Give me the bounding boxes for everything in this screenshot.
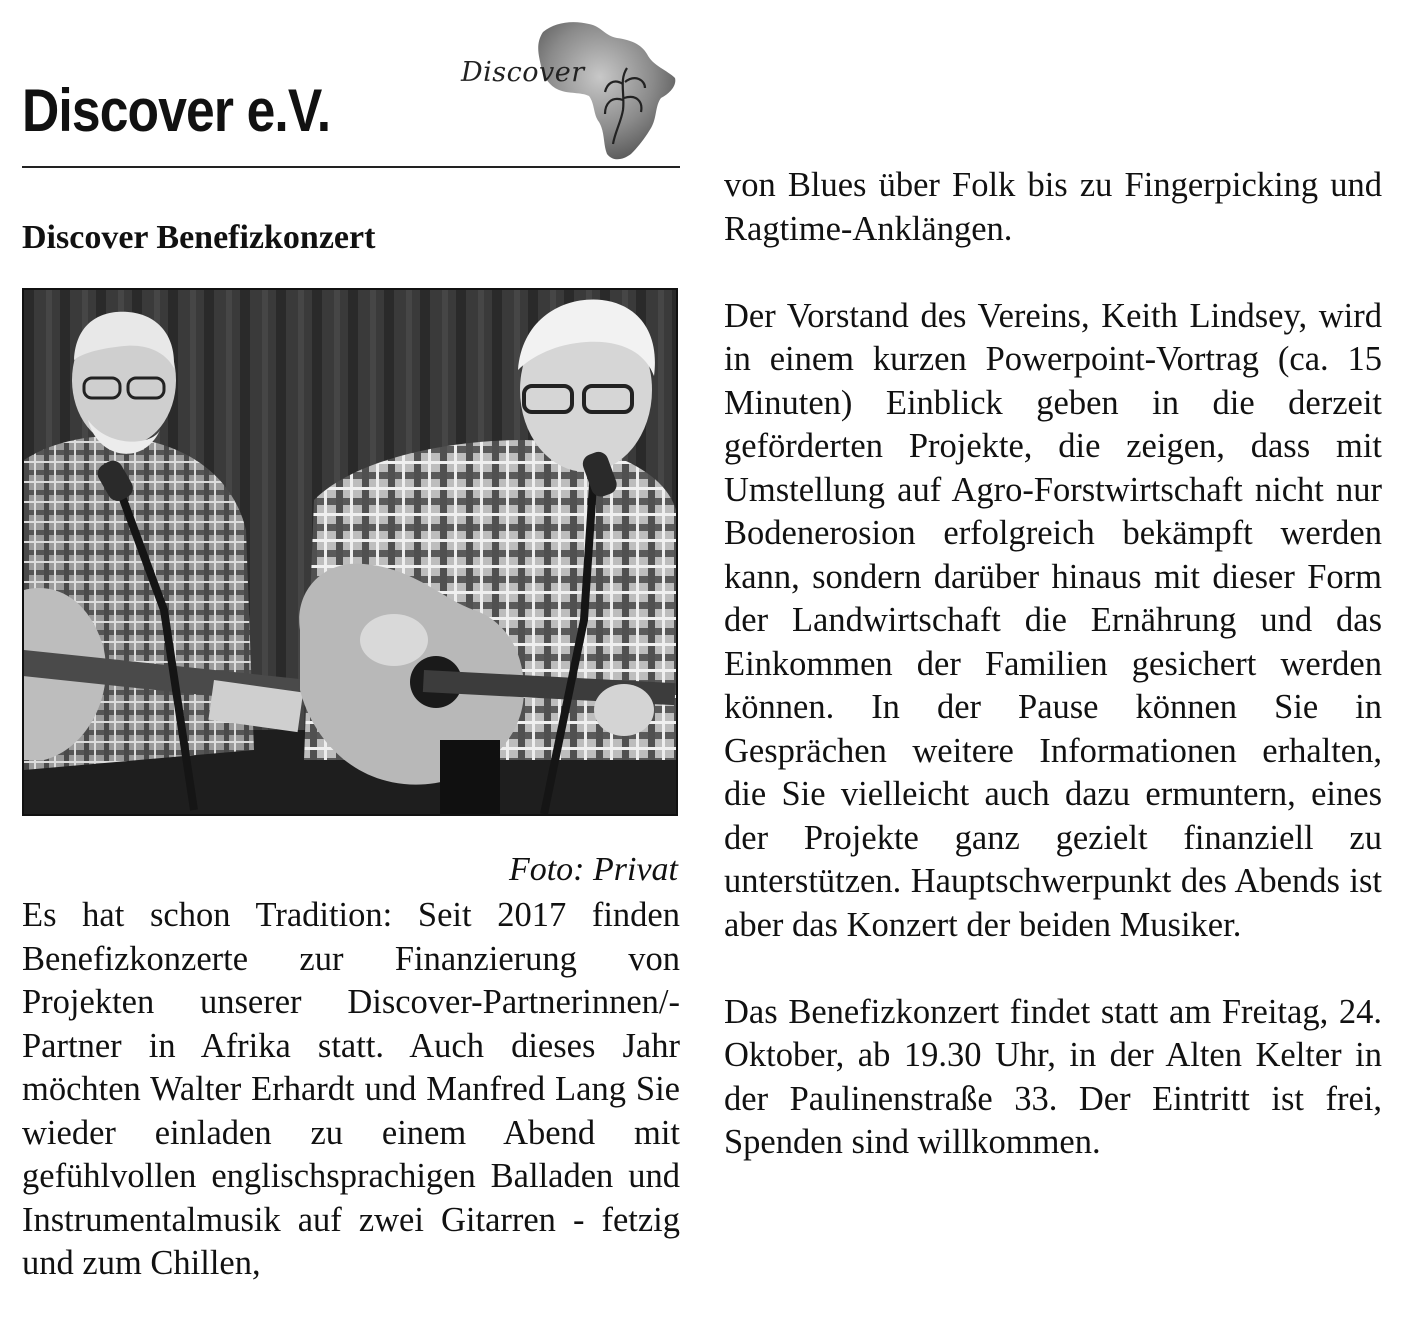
concert-photo xyxy=(22,288,678,816)
africa-map-with-leaf-icon xyxy=(455,14,681,164)
paragraph-1-part-1: Es hat schon Tradition: Seit 2017 finden Benefizkonzerte zur Finanzierung von Projekten unserer Discover-Partnerinnen/-Partner in Afrika statt. Auch dieses Jahr möchten Walter Erhardt und Manfred Lang Sie wieder einladen zu einem Abend mit gefühlvollen englischsprachigen Balladen und Instrumentalmusik auf zwei Gitarren - fetzig und zum Chillen, xyxy=(22,896,680,1282)
paragraph-3: Das Benefizkonzert findet statt am Freitag, 24. Oktober, ab 19.30 Uhr, in der Alten Kelter in der Paulinenstraße 33. Der Eintritt ist frei, Spenden sind willkommen. xyxy=(724,992,1382,1161)
concert-photo-two-guitarists xyxy=(24,290,676,814)
left-column xyxy=(22,894,680,1286)
org-title: Discover e.V. xyxy=(22,77,331,144)
paragraph-1-part-2: von Blues über Folk bis zu Fingerpicking und Ragtime-Anklängen. xyxy=(724,166,1382,248)
logo-text: Discover xyxy=(461,57,585,88)
paragraph-2: Der Vorstand des Vereins, Keith Lindsey, wird in einem kurzen Powerpoint-Vortrag (ca. 15 Minuten) Einblick geben in die derzeit geförderten Projekte, die zeigen, dass mit Umstellung auf Agro-Forstwirtschaft nicht nur Bodenerosion erfolgreich bekämpft werden kann, sondern darüber hinaus mit dieser Form der Landwirtschaft die Ernährung und das Einkommen der Familien gesichert werden können. In der Pause können Sie in Gesprächen weitere Informationen erhalten, die Sie vielleicht auch dazu ermuntern, eines der Projekte ganz gezielt finanziell zu unterstützen. Hauptschwerpunkt des Abends ist aber das Konzert der beiden Musiker. xyxy=(724,296,1382,944)
header-divider xyxy=(22,166,680,168)
right-column xyxy=(724,164,1382,1165)
photo-credit: Foto: Privat xyxy=(508,851,678,888)
discover-logo xyxy=(455,14,681,164)
article-headline: Discover Benefizkonzert xyxy=(22,219,376,256)
